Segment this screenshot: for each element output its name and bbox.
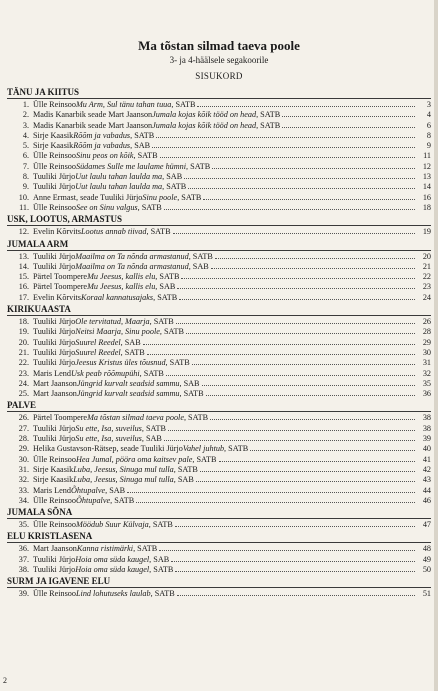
entry-leader-dots: [127, 492, 415, 493]
entry-number: 4.: [22, 130, 29, 140]
entry-work-title: Jumala kojas kõik tööd on head: [152, 110, 257, 120]
entry-leader-dots: [176, 323, 415, 324]
entry-composer: Tuuliki Jürjo: [33, 327, 76, 337]
entry-page-number: 38: [422, 413, 431, 423]
entry-page-number: 49: [422, 554, 431, 564]
entry-work-title: Lootus annab tiivad: [80, 227, 147, 237]
entry-number: 25.: [18, 389, 29, 399]
toc-entry: [7, 379, 431, 389]
toc-entry: [7, 475, 431, 485]
entry-work-title: Rõõm ja vabadus: [73, 130, 131, 140]
entry-voicing: , SATB: [256, 120, 281, 130]
entry-leader-dots: [152, 147, 415, 148]
entry-leader-dots: [212, 168, 415, 169]
toc-entry: [7, 252, 431, 262]
entry-leader-dots: [211, 268, 415, 269]
entry-leader-dots: [164, 209, 415, 210]
entry-page-number: 44: [422, 485, 431, 495]
page-number: 2: [3, 676, 7, 685]
toc-entry: [7, 465, 431, 475]
entry-composer: Tuuliki Jürjo: [33, 251, 76, 261]
entry-work-title: Mu Jeesus, kallis elu: [87, 282, 156, 292]
toc-entry: [7, 131, 431, 141]
entry-page-number: 24: [422, 292, 431, 302]
entry-work-title: Neitsi Maarja, Sinu poole: [75, 327, 160, 337]
entry-leader-dots: [171, 561, 415, 562]
entry-composer: Pärtel Toompere: [33, 272, 88, 282]
entry-leader-dots: [164, 440, 415, 441]
entry-page-number: 30: [422, 347, 431, 357]
toc-entry: [7, 486, 431, 496]
entry-composer: Madis Kanarbik seade Mart Jaanson: [33, 120, 153, 130]
entry-number: 15.: [18, 272, 29, 282]
entry-composer: Ülle Reinsoo: [33, 100, 76, 109]
toc-entry: [7, 193, 431, 203]
toc-entry: [7, 327, 431, 337]
toc-entry: [7, 141, 431, 151]
toc-entry: [7, 520, 431, 530]
entry-page-number: 48: [422, 544, 431, 554]
entry-composer: Ülle Reinsoo: [33, 520, 76, 530]
entry-work-title: Suurel Reedel: [75, 347, 121, 357]
toc-entry: [7, 413, 431, 423]
entry-composer: Sirje Kaasik: [33, 475, 74, 485]
toc-entry: [7, 348, 431, 358]
entry-work-title: Jüngrid kurvalt seadsid sammu: [76, 389, 180, 399]
entry-voicing: , SAB: [188, 261, 209, 271]
entry-leader-dots: [156, 137, 415, 138]
entry-number: 20.: [18, 337, 29, 347]
entry-voicing: , SATB: [165, 358, 190, 368]
entry-page-number: 31: [422, 358, 431, 368]
entry-work-title: Ma tõstan silmad taeva poole: [87, 413, 184, 423]
toc-entry: [7, 262, 431, 272]
entry-number: 18.: [18, 317, 29, 327]
entry-voicing: , SATB: [162, 182, 187, 192]
entry-leader-dots: [177, 288, 415, 289]
entry-leader-dots: [136, 502, 415, 503]
entry-voicing: , SATB: [186, 161, 211, 171]
toc-entry: [7, 282, 431, 292]
entry-number: 26.: [18, 413, 29, 423]
entry-number: 28.: [18, 434, 29, 444]
entry-voicing: , SATB: [179, 389, 204, 399]
entry-leader-dots: [181, 278, 415, 279]
entry-composer: Tuuliki Jürjo: [33, 261, 76, 271]
entry-work-title: Südames Sulle me laulame hümni: [75, 161, 187, 171]
entry-number: 21.: [18, 347, 29, 357]
entry-work-title: Sinu peos on kõik: [75, 151, 134, 161]
entry-number: 37.: [18, 554, 29, 564]
entry-voicing: , SATB: [146, 227, 171, 237]
entry-number: 13.: [18, 251, 29, 261]
entry-page-number: 38: [422, 423, 431, 433]
toc-entry: [7, 358, 431, 368]
entry-page-number: 18: [422, 202, 431, 212]
entry-leader-dots: [206, 395, 415, 396]
entry-number: 22.: [18, 358, 29, 368]
entry-voicing: , SATB: [149, 317, 174, 327]
entry-composer: Sirje Kaasik: [33, 130, 74, 140]
entry-voicing: , SATB: [120, 347, 145, 357]
entry-work-title: Luba, Jeesus, Sinuga mul tulla: [73, 464, 174, 474]
entry-voicing: , SATB: [110, 495, 135, 505]
entry-work-title: Ole tervitatud, Maarja: [75, 317, 150, 327]
entry-work-title: Maailma on Ta nõnda armastanud: [75, 261, 189, 271]
entry-composer: Evelin Kõrvits: [33, 227, 81, 237]
entry-page-number: 42: [422, 464, 431, 474]
entry-work-title: Jüngrid kurvalt seadsid sammu: [76, 378, 180, 388]
entry-voicing: , SATB: [150, 589, 175, 599]
entry-page-number: 41: [422, 454, 431, 464]
section-heading: SURM JA IGAVENE ELU: [7, 575, 431, 588]
entry-composer: Ülle Reinsoo: [33, 495, 76, 505]
entry-work-title: Õhtupalve: [70, 485, 106, 495]
entry-leader-dots: [192, 364, 415, 365]
entry-composer: Tuuliki Jürjo: [33, 317, 76, 327]
entry-voicing: , SATB: [139, 368, 164, 378]
entry-voicing: , SAB: [162, 172, 183, 182]
entry-leader-dots: [203, 199, 415, 200]
entry-work-title: Möödub Suur Külvaja: [75, 520, 149, 530]
entry-work-title: Sinu poole: [142, 192, 178, 202]
entry-page-number: 46: [422, 495, 431, 505]
entry-leader-dots: [147, 354, 415, 355]
entry-voicing: , SATB: [153, 292, 178, 302]
entry-leader-dots: [168, 430, 415, 431]
entry-leader-dots: [173, 233, 415, 234]
entry-composer: Tuuliki Jürjo: [33, 434, 76, 444]
entry-voicing: , SATB: [130, 130, 155, 140]
toc-entry: [7, 317, 431, 327]
entry-voicing: , SATB: [192, 454, 217, 464]
section-heading: JUMALA SÕNA: [7, 506, 431, 519]
entry-number: 14.: [18, 261, 29, 271]
toc-entry: [7, 100, 431, 110]
entry-number: 29.: [18, 444, 29, 454]
entry-composer: Mart Jaanson: [33, 544, 77, 554]
entry-voicing: , SAB: [149, 554, 170, 564]
toc-entry: [7, 544, 431, 554]
entry-number: 33.: [18, 485, 29, 495]
toc-entry: [7, 369, 431, 379]
entry-page-number: 8: [426, 130, 431, 140]
entry-number: 24.: [18, 378, 29, 388]
entry-voicing: , SAB: [141, 434, 162, 444]
entry-leader-dots: [175, 526, 415, 527]
entry-work-title: Uut laulu tahan laulda ma: [75, 172, 163, 182]
entry-number: 5.: [22, 141, 29, 151]
toc-entry: [7, 293, 431, 303]
toc-entry: [7, 565, 431, 575]
section-heading: USK, LOOTUS, ARMASTUS: [7, 213, 431, 226]
entry-voicing: , SATB: [141, 423, 166, 433]
entry-composer: Ülle Reinsoo: [33, 151, 76, 161]
entry-page-number: 32: [422, 368, 431, 378]
entry-work-title: Koraal kannatusajaks: [80, 292, 154, 302]
entry-voicing: , SAB: [105, 485, 126, 495]
toc-entry: [7, 227, 431, 237]
entry-page-number: 47: [422, 520, 431, 530]
entry-voicing: , SATB: [183, 413, 209, 423]
entry-composer: Mart Jaanson: [33, 389, 77, 399]
entry-voicing: , SATB: [133, 151, 158, 161]
toc-entry: [7, 338, 431, 348]
entry-work-title: Luba, Jeesus, Sinuga mul tulla: [73, 475, 174, 485]
entry-composer: Ülle Reinsoo: [33, 202, 76, 212]
entry-composer: Tuuliki Jürjo: [33, 554, 76, 564]
entry-number: 2.: [22, 110, 29, 120]
entry-voicing: , SAB: [173, 475, 194, 485]
entry-composer: Evelin Kõrvits: [33, 292, 81, 302]
entry-number: 8.: [22, 172, 29, 182]
entry-number: 32.: [18, 475, 29, 485]
entry-voicing: , SATB: [149, 564, 174, 574]
entry-leader-dots: [143, 344, 415, 345]
entry-leader-dots: [200, 471, 415, 472]
entry-page-number: 21: [422, 261, 431, 271]
entry-number: 39.: [18, 589, 29, 599]
entry-number: 3.: [22, 120, 29, 130]
entry-work-title: Uut laulu tahan laulda ma: [75, 182, 163, 192]
entry-voicing: , SATB: [224, 444, 249, 454]
toc-entry: [7, 203, 431, 213]
entry-leader-dots: [175, 571, 415, 572]
entry-voicing: , SATB: [171, 100, 196, 109]
entry-composer: Tuuliki Jürjo: [33, 423, 76, 433]
entry-number: 1.: [22, 100, 29, 109]
entry-work-title: Jumala kojas kõik tööd on head: [152, 120, 257, 130]
entry-voicing: , SATB: [133, 544, 158, 554]
entry-number: 30.: [18, 454, 29, 464]
entry-leader-dots: [159, 550, 415, 551]
entry-number: 23.: [18, 368, 29, 378]
entry-number: 19.: [18, 327, 29, 337]
entry-number: 34.: [18, 495, 29, 505]
entry-page-number: 29: [422, 337, 431, 347]
entry-number: 31.: [18, 464, 29, 474]
book-title: Ma tõstan silmad taeva poole: [138, 38, 300, 53]
entry-page-number: 39: [422, 434, 431, 444]
toc-entry: [7, 455, 431, 465]
section-heading: ELU KRISTLASENA: [7, 530, 431, 543]
entry-number: 6.: [22, 151, 29, 161]
section-heading: JUMALA ARM: [7, 238, 431, 251]
entry-page-number: 26: [422, 317, 431, 327]
entry-voicing: , SATB: [159, 327, 184, 337]
entry-leader-dots: [202, 385, 416, 386]
toc-entry: [7, 589, 431, 599]
entry-work-title: See on Sinu valgus: [75, 202, 138, 212]
entry-work-title: Õhtupalve: [75, 495, 111, 505]
entry-page-number: 22: [422, 272, 431, 282]
entry-number: 11.: [19, 202, 29, 212]
entry-work-title: Hoia oma süda kaugel: [75, 564, 150, 574]
entry-leader-dots: [184, 178, 415, 179]
entry-voicing: , SAB: [179, 378, 200, 388]
entry-work-title: Lind lohutuseks laulab: [75, 589, 151, 599]
entry-work-title: Jeesus Kristus üles tõusnud: [75, 358, 166, 368]
entry-number: 10.: [18, 192, 29, 202]
entry-leader-dots: [219, 461, 415, 462]
entry-leader-dots: [282, 127, 415, 128]
entry-page-number: 20: [422, 251, 431, 261]
entry-composer: Ülle Reinsoo: [33, 589, 76, 599]
entry-leader-dots: [186, 333, 415, 334]
toc-entry: [7, 162, 431, 172]
entry-page-number: 4: [426, 110, 431, 120]
entry-page-number: 13: [422, 172, 431, 182]
entry-number: 38.: [18, 564, 29, 574]
entry-page-number: 12: [422, 161, 431, 171]
entry-leader-dots: [166, 375, 415, 376]
entry-page-number: 23: [422, 282, 431, 292]
entry-work-title: Mu Arm, Sul tänu tahan tuua: [75, 100, 172, 109]
entry-composer: Mart Jaanson: [33, 378, 77, 388]
toc-entry: [7, 121, 431, 131]
entry-leader-dots: [188, 188, 415, 189]
entry-leader-dots: [197, 106, 415, 107]
entry-number: 27.: [18, 423, 29, 433]
toc-entry: [7, 110, 431, 120]
contents-heading: SISUKORD: [195, 71, 243, 81]
entry-composer: Maris Lend: [33, 485, 71, 495]
entry-work-title: Su ette, Isa, suveilus: [75, 423, 142, 433]
entry-page-number: 43: [422, 475, 431, 485]
entry-page-number: 14: [422, 182, 431, 192]
toc-entry: [7, 151, 431, 161]
entry-composer: Tuuliki Jürjo: [33, 564, 76, 574]
entry-composer: Pärtel Toompere: [33, 282, 88, 292]
entry-page-number: 11: [423, 151, 431, 161]
entry-voicing: , SAB: [120, 337, 141, 347]
entry-page-number: 28: [422, 327, 431, 337]
entry-composer: Tuuliki Jürjo: [33, 337, 76, 347]
entry-work-title: Usk peab rõõmupühi: [70, 368, 140, 378]
entry-composer: Ülle Reinsoo: [33, 454, 76, 464]
entry-leader-dots: [210, 419, 415, 420]
entry-work-title: Hea Jumal, pööra oma kaitsev pale: [75, 454, 193, 464]
entry-page-number: 6: [426, 120, 431, 130]
toc-entry: [7, 389, 431, 399]
entry-voicing: , SATB: [256, 110, 281, 120]
entry-voicing: , SAB: [130, 141, 151, 151]
toc-entry: [7, 182, 431, 192]
entry-voicing: , SATB: [188, 251, 213, 261]
entry-page-number: 3: [426, 100, 431, 109]
entry-composer: Madis Kanarbik seade Mart Jaanson: [33, 110, 153, 120]
toc-entry: [7, 272, 431, 282]
entry-page-number: 36: [422, 389, 431, 399]
entry-composer: Sirje Kaasik: [33, 464, 74, 474]
toc-entry: [7, 555, 431, 565]
entry-number: 36.: [18, 544, 29, 554]
entry-leader-dots: [215, 258, 415, 259]
entry-page-number: 50: [422, 564, 431, 574]
book-subtitle: 3- ja 4-häälsele segakoorile: [169, 55, 269, 65]
entry-work-title: Rõõm ja vabadus: [73, 141, 131, 151]
entry-composer: Ülle Reinsoo: [33, 161, 76, 171]
toc-entry: [7, 496, 431, 506]
entry-leader-dots: [196, 481, 415, 482]
entry-voicing: , SATB: [177, 192, 202, 202]
entry-voicing: , SAB: [155, 282, 176, 292]
entry-number: 9.: [22, 182, 29, 192]
entry-leader-dots: [250, 450, 415, 451]
entry-work-title: Kanna ristimärki: [76, 544, 134, 554]
entry-page-number: 9: [426, 141, 431, 151]
section-heading: TÄNU JA KIITUS: [7, 86, 431, 99]
section-heading: KIRIKUAASTA: [7, 303, 431, 316]
entry-work-title: Mu Jeesus, kallis elu: [87, 272, 156, 282]
entry-composer: Pärtel Toompere: [33, 413, 88, 423]
entry-number: 12.: [18, 227, 29, 237]
entry-page-number: 35: [422, 378, 431, 388]
entry-number: 16.: [18, 282, 29, 292]
entry-leader-dots: [179, 299, 415, 300]
entry-voicing: , SATB: [137, 202, 162, 212]
entry-page-number: 16: [422, 192, 431, 202]
page-edge: [434, 0, 438, 691]
entry-work-title: Suurel Reedel: [75, 337, 121, 347]
entry-work-title: Maailma on Ta nõnda armastanud: [75, 251, 189, 261]
toc-entry: [7, 434, 431, 444]
entry-leader-dots: [160, 157, 415, 158]
entry-work-title: Hoia oma süda kaugel: [75, 554, 150, 564]
entry-page-number: 40: [422, 444, 431, 454]
entry-composer: Tuuliki Jürjo: [33, 347, 76, 357]
entry-composer: Anne Ermast, seade Tuuliki Jürjo: [33, 192, 143, 202]
entry-composer: Helika Gustavson-Rätsep, seade Tuuliki Jürjo: [33, 444, 183, 454]
entry-composer: Tuuliki Jürjo: [33, 172, 76, 182]
entry-composer: Maris Lend: [33, 368, 71, 378]
toc-entry: [7, 444, 431, 454]
entry-number: 17.: [18, 292, 29, 302]
entry-composer: Sirje Kaasik: [33, 141, 74, 151]
entry-number: 35.: [18, 520, 29, 530]
entry-work-title: Su ette, Isa, suveilus: [75, 434, 142, 444]
section-heading: PALVE: [7, 399, 431, 412]
toc-entry: [7, 172, 431, 182]
entry-leader-dots: [177, 595, 415, 596]
entry-work-title: Vahel juhtub: [182, 444, 225, 454]
entry-voicing: , SATB: [148, 520, 173, 530]
entry-voicing: , SATB: [155, 272, 180, 282]
table-of-contents: [7, 86, 431, 600]
entry-number: 7.: [22, 161, 29, 171]
entry-page-number: 51: [422, 589, 431, 599]
entry-voicing: , SATB: [173, 464, 198, 474]
entry-composer: Tuuliki Jürjo: [33, 358, 76, 368]
toc-entry: [7, 424, 431, 434]
entry-leader-dots: [282, 116, 415, 117]
entry-page-number: 19: [422, 227, 431, 237]
entry-composer: Tuuliki Jürjo: [33, 182, 76, 192]
